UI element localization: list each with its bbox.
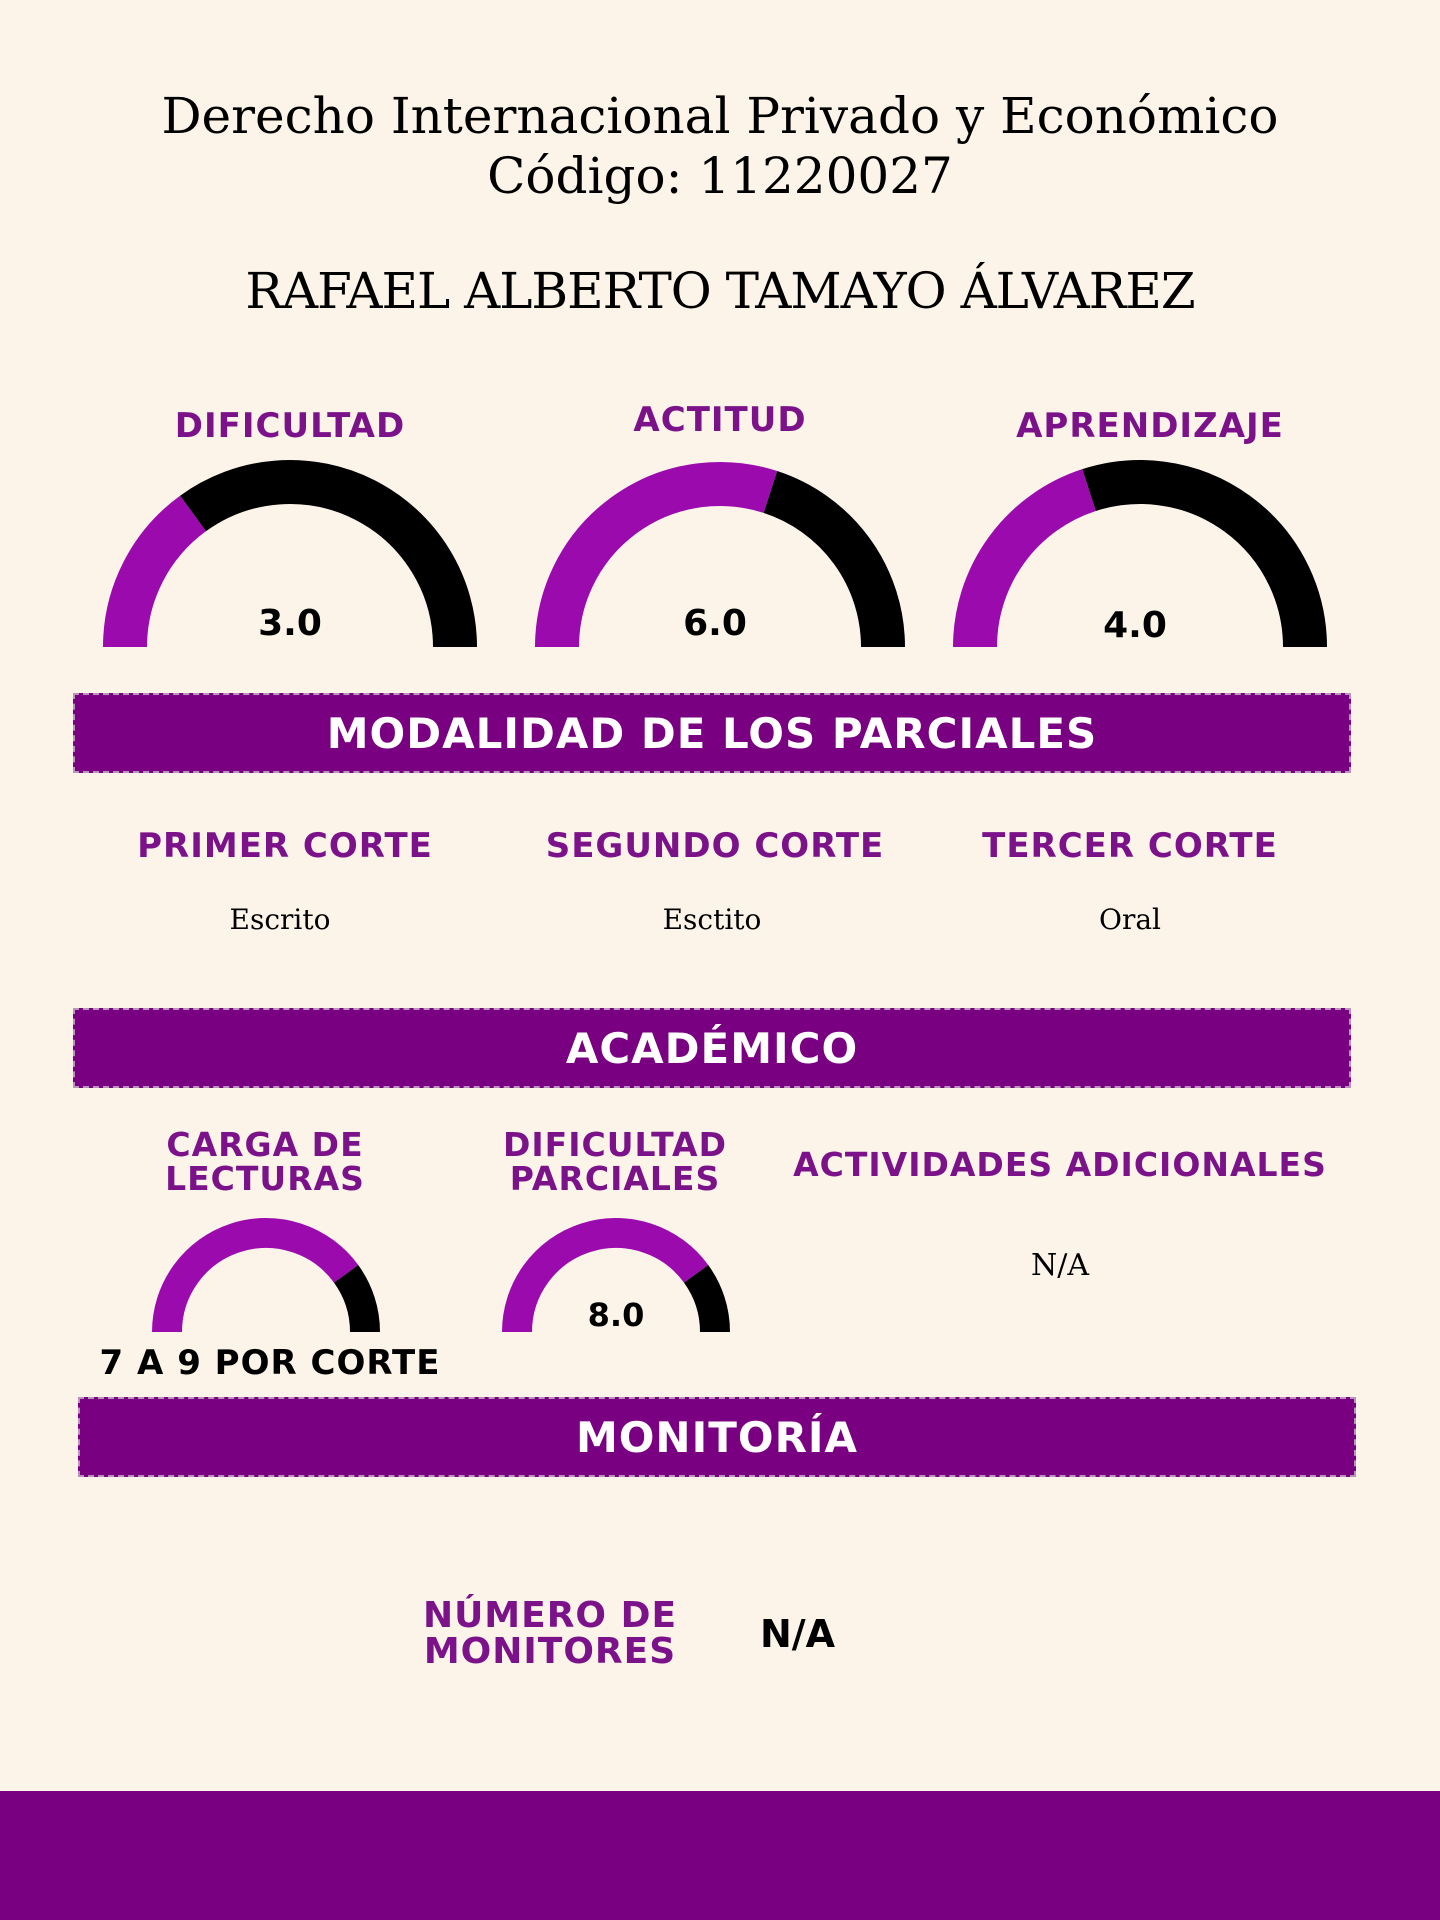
corte-value-primer: Escrito [229, 903, 331, 936]
numero-monitores-label [410, 1595, 690, 1672]
corte-label-segundo: SEGUNDO CORTE [545, 826, 885, 866]
corte-label-primer: PRIMER CORTE [137, 826, 433, 866]
gauge-label-dificultad: DIFICULTAD [174, 406, 406, 446]
carga-lecturas-label [120, 1125, 410, 1198]
dificultad-parciales-label [475, 1125, 755, 1198]
corte-label-tercer: TERCER CORTE [982, 826, 1278, 866]
course-name: Derecho Internacional Privado y Económico [161, 87, 1279, 145]
course-code: Código: 11220027 [487, 147, 953, 205]
academico-title: ACADÉMICO [565, 1023, 859, 1073]
numero-monitores-value: N/A [760, 1612, 836, 1656]
carga-label-line1: CARGA DE [166, 1125, 364, 1164]
gauge-fill [167, 1233, 346, 1332]
gauge-carga-lecturas [146, 1210, 386, 1340]
course-title [0, 86, 1440, 206]
dificultad-parciales-line1: DIFICULTAD [503, 1125, 727, 1164]
dificultad-parciales-line2: PARCIALES [509, 1159, 721, 1198]
gauge-fill [125, 514, 193, 647]
academico-header [73, 1008, 1351, 1088]
corte-value-segundo: Esctito [662, 903, 762, 936]
footer-band [0, 1791, 1440, 1920]
gauge-track [346, 1274, 365, 1332]
modalidad-header [73, 693, 1351, 773]
corte-value-tercer: Oral [1099, 903, 1161, 936]
dificultad-parciales-value: 8.0 [587, 1296, 645, 1334]
numero-monitores-line2: MONITORES [423, 1631, 677, 1672]
monitoria-header [78, 1397, 1356, 1477]
gauge-label-aprendizaje: APRENDIZAJE [1016, 406, 1284, 446]
carga-lecturas-value: 7 A 9 POR CORTE [99, 1343, 441, 1383]
gauge-value-dificultad: 3.0 [258, 603, 322, 644]
actividades-label: ACTIVIDADES ADICIONALES [793, 1145, 1327, 1184]
gauge-track [696, 1274, 715, 1332]
numero-monitores-line1: NÚMERO DE [422, 1595, 678, 1636]
gauge-value-aprendizaje: 4.0 [1103, 605, 1167, 646]
carga-label-line2: LECTURAS [165, 1159, 365, 1198]
gauge-label-actitud: ACTITUD [633, 400, 807, 440]
modalidad-title: MODALIDAD DE LOS PARCIALES [326, 708, 1098, 758]
gauge-value-actitud: 6.0 [683, 603, 747, 644]
professor-name: RAFAEL ALBERTO TAMAYO ÁLVAREZ [245, 262, 1195, 320]
actividades-value: N/A [1030, 1248, 1090, 1283]
monitoria-title: MONITORÍA [575, 1412, 859, 1462]
